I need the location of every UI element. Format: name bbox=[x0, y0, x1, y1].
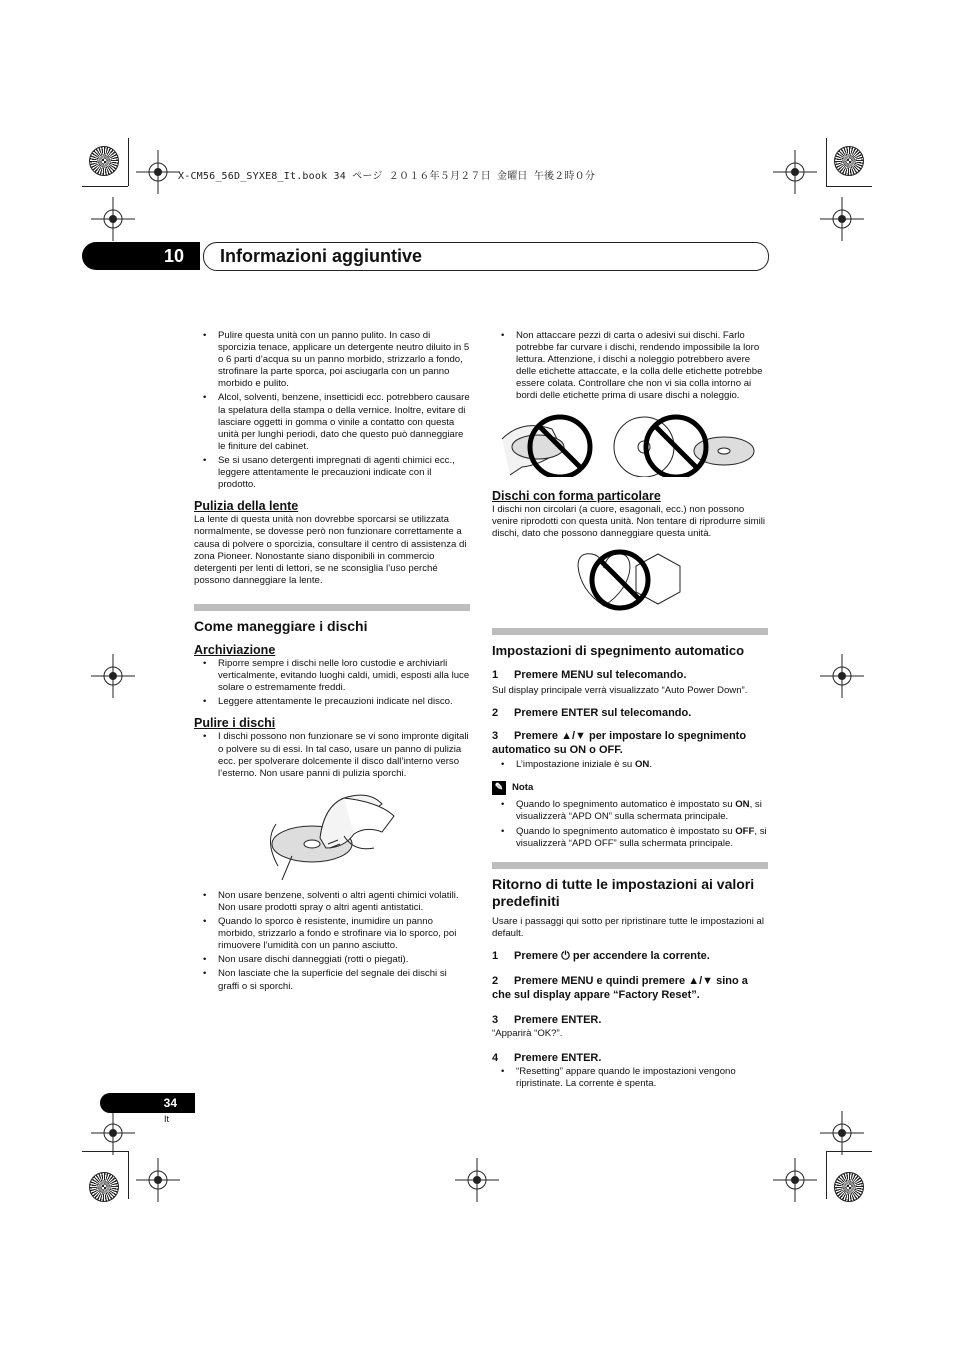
reset-step-3-note: “Apparirà “OK?”. bbox=[492, 1027, 563, 1039]
note-label: Nota bbox=[512, 782, 534, 794]
reset-step-4: 4 Premere ENTER. bbox=[492, 1051, 602, 1064]
crosshair-icon bbox=[820, 197, 864, 241]
list-item: • Leggere attentamente le precauzioni indicate nel disco. bbox=[194, 696, 470, 708]
disc-wiping-illustration bbox=[194, 786, 470, 880]
page-language: It bbox=[164, 1114, 170, 1124]
clean-discs-bullets bbox=[194, 731, 470, 779]
label-bullets bbox=[492, 330, 768, 403]
crosshair-icon bbox=[455, 1158, 499, 1202]
list-item: • Non usare benzene, solventi o altri agenti chimici volatili. Non usare prodotti spray o altri agenti antistatici. bbox=[194, 890, 470, 914]
crosshair-icon bbox=[91, 654, 135, 698]
apd-heading: Impostazioni di spegnimento automatico bbox=[492, 643, 745, 659]
no-stickers-illustration bbox=[492, 409, 768, 477]
odd-shape-discs-illustration bbox=[492, 546, 768, 612]
crosshair-icon bbox=[136, 150, 180, 194]
apd-step-1-note: Sul display principale verrà visualizzato “Auto Power Down”. bbox=[492, 685, 748, 697]
list-item: • Non attaccare pezzi di carta o adesivi sui dischi. Farlo potrebbe far curvare i dischi, rendendo impossibile la loro lettura. Attenzione, i dischi a noleggio potrebbero avere delle etichette attaccate, e la colla delle etichette potrebbe essere colata. Controllare che non vi sia colla intorno ai bordi delle etichette prima di usare dischi a noleggio. bbox=[492, 330, 768, 403]
note-icon: ✎ bbox=[492, 781, 506, 795]
book-info-line: X-CM56_56D_SYXE8_It.book 34 ページ ２０１６年５月２７日 金曜日 午後２時０分 bbox=[178, 171, 596, 182]
crosshair-icon bbox=[773, 1158, 817, 1202]
list-item: • L’impostazione iniziale è su ON. bbox=[492, 759, 768, 771]
section-divider bbox=[492, 862, 768, 869]
crosshair-icon bbox=[820, 654, 864, 698]
shape-text: I dischi non circolari (a cuore, esagonali, ecc.) non possono venire riprodotti con questa unità. Non tentare di riprodurre simili dischi, dato che possono danneggiare questa unità. bbox=[492, 503, 766, 539]
list-item: • Quando lo spegnimento automatico è impostato su ON, si visualizzerà “APD ON” sulla schermata principale. bbox=[492, 799, 768, 823]
list-item: • Non usare dischi danneggiati (rotti o piegati). bbox=[194, 954, 470, 966]
right-column bbox=[492, 330, 768, 1092]
chapter-title-box bbox=[203, 242, 769, 271]
list-item: • Quando lo sporco è resistente, inumidire un panno morbido, strizzarlo a fondo e strofinare via lo sporco, poi rimuovere l’umidità con un panno asciutto. bbox=[194, 916, 470, 952]
list-item: • Pulire questa unità con un panno pulito. In caso di sporcizia tenace, applicare un detergente neutro diluito in 5 o 6 parti d’acqua su un panno morbido, strizzarlo a fondo, strofinare la parte sporca, poi asciugarla con un panno morbido e pulito. bbox=[194, 330, 470, 390]
apd-step-1: 1 Premere MENU sul telecomando. bbox=[492, 669, 687, 682]
color-target-icon bbox=[834, 1172, 864, 1202]
section-divider bbox=[492, 628, 768, 635]
reset-step-4-bullets bbox=[492, 1066, 768, 1090]
reset-step-1: 1 Premere ⏻ per accendere la corrente. bbox=[492, 949, 710, 962]
disc-care-bullets bbox=[194, 890, 470, 993]
page-number: 34 bbox=[100, 1093, 195, 1113]
note-header bbox=[492, 781, 768, 795]
list-item: • Se si usano detergenti impregnati di agenti chimici ecc., leggere attentamente le precauzioni indicate con il prodotto. bbox=[194, 455, 470, 491]
note-bullets bbox=[492, 799, 768, 849]
clean-discs-heading: Pulire i dischi bbox=[194, 716, 276, 731]
crosshair-icon bbox=[91, 1111, 135, 1155]
reset-intro: Usare i passaggi qui sotto per ripristinare tutte le impostazioni al default. bbox=[492, 915, 764, 939]
list-item: • “Resetting” appare quando le impostazioni vengono ripristinate. La corrente è spenta. bbox=[492, 1066, 768, 1090]
apd-step-3-bullets bbox=[492, 759, 768, 771]
left-column bbox=[194, 330, 470, 995]
lens-text: La lente di questa unità non dovrebbe sporcarsi se utilizzata normalmente, se dovesse però non funzionare correttamente a causa di polvere o sporcizia, consultare il centro di assistenza di zona Pioneer. Nonostante siano disponibili in commercio detergenti per lenti di lettori, se ne sconsiglia l’uso perché possono danneggiare la lente. bbox=[194, 514, 467, 586]
shape-heading: Dischi con forma particolare bbox=[492, 488, 661, 503]
apd-step-2: 2 Premere ENTER sul telecomando. bbox=[492, 707, 692, 720]
storage-bullets bbox=[194, 658, 470, 708]
section-divider bbox=[194, 604, 470, 611]
chapter-number: 10 bbox=[82, 242, 200, 270]
crosshair-icon bbox=[820, 1111, 864, 1155]
storage-heading: Archiviazione bbox=[194, 642, 276, 657]
list-item: • I dischi possono non funzionare se vi sono impronte digitali o polvere su di essi. In tal caso, usare un panno di pulizia ecc. per spolverare dolcemente il disco dall’interno verso l’esterno. Non usare panni di pulizia sporchi. bbox=[194, 731, 470, 779]
discs-section-heading: Come maneggiare i dischi bbox=[194, 617, 368, 634]
color-target-icon bbox=[834, 146, 864, 176]
crosshair-icon bbox=[773, 150, 817, 194]
color-target-icon bbox=[89, 146, 119, 176]
crosshair-icon bbox=[91, 197, 135, 241]
color-target-icon bbox=[89, 1172, 119, 1202]
crosshair-icon bbox=[136, 1158, 180, 1202]
cleaning-bullets bbox=[194, 330, 470, 491]
list-item: • Alcol, solventi, benzene, insetticidi ecc. potrebbero causare la spelatura della stampa o della vernice. Inoltre, evitare di lasciare oggetti in gomma o vinile a contatto con questa unità per lunghi periodi, dato che questo può danneggiare le finiture del cabinet. bbox=[194, 392, 470, 452]
apd-step-3: 3 Premere ▲/▼ per impostare lo spegnimento automatico su ON o OFF. bbox=[492, 730, 747, 757]
reset-step-2: 2 Premere MENU e quindi premere ▲/▼ sino a che sul display appare “Factory Reset”. bbox=[492, 974, 748, 1001]
lens-heading: Pulizia della lente bbox=[194, 499, 299, 514]
list-item: • Non lasciate che la superficie del segnale dei dischi si graffi o si sporchi. bbox=[194, 968, 470, 992]
chapter-title: Informazioni aggiuntive bbox=[220, 246, 423, 266]
list-item: • Quando lo spegnimento automatico è impostato su OFF, si visualizzerà “APD OFF” sulla schermata principale. bbox=[492, 826, 768, 850]
reset-heading: Ritorno di tutte le impostazioni ai valori predefiniti bbox=[492, 875, 755, 909]
reset-step-3: 3 Premere ENTER. bbox=[492, 1013, 602, 1026]
list-item: • Riporre sempre i dischi nelle loro custodie e archiviarli verticalmente, evitando luoghi caldi, umidi, esposti alla luce solare o estremamente freddi. bbox=[194, 658, 470, 694]
